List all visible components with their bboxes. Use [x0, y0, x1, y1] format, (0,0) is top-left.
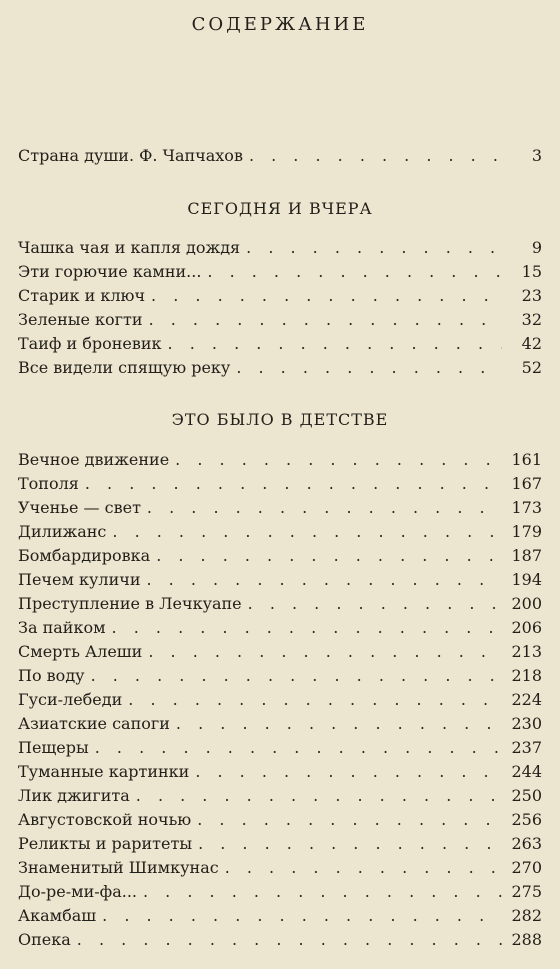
toc-entry	[18, 472, 542, 496]
toc-entry	[18, 664, 542, 688]
toc-entry-title: Дилижанс	[18, 522, 107, 541]
toc-entry	[18, 260, 542, 284]
dot-leader	[225, 856, 502, 880]
toc-entry-title: Все видели спящую реку	[18, 358, 231, 377]
toc-entry-page: 288	[511, 930, 542, 949]
dot-leader	[85, 472, 502, 496]
toc-entry-page: 275	[511, 882, 542, 901]
toc-entry-title: Знаменитый Шимкунас	[18, 858, 219, 877]
toc-entry	[18, 760, 542, 784]
toc-entry-page: 15	[521, 262, 542, 281]
toc-entry-title: Смерть Алеши	[18, 642, 143, 661]
dot-leader	[168, 332, 502, 356]
section-heading: СЕГОДНЯ И ВЧЕРА	[187, 199, 373, 218]
toc-entry-page: 194	[511, 570, 542, 589]
toc-entry-page: 270	[511, 858, 542, 877]
toc-entry-title: Акамбаш	[18, 906, 97, 925]
toc-entry-title: Печем куличи	[18, 570, 141, 589]
dot-leader	[112, 520, 502, 544]
toc-entry	[18, 808, 542, 832]
toc-entry	[18, 688, 542, 712]
toc-entry	[18, 616, 542, 640]
toc-entry-title: Старик и ключ	[18, 286, 146, 305]
toc-entry	[18, 496, 542, 520]
toc-entry-title: Пещеры	[18, 738, 89, 757]
toc-entry	[18, 284, 542, 308]
dot-leader	[102, 904, 502, 928]
toc-entry-title: Зеленые когти	[18, 310, 143, 329]
toc-entry	[18, 544, 542, 568]
dot-leader	[198, 832, 502, 856]
toc-entry	[18, 784, 542, 808]
dot-leader	[91, 664, 502, 688]
toc-entry	[18, 856, 542, 880]
toc-entry-title: Вечное движение	[18, 450, 170, 469]
toc-entry-title: Преступление в Лечкуапе	[18, 594, 242, 613]
toc-entry-title: Опека	[18, 930, 71, 949]
toc-entry-page: 173	[511, 498, 542, 517]
toc-entry-title: Таиф и броневик	[18, 334, 162, 353]
toc-entry-title: Страна души. Ф. Чапчахов	[18, 146, 243, 165]
toc-entry	[18, 332, 542, 356]
toc-entry-page: 282	[511, 906, 542, 925]
dot-leader	[207, 260, 502, 284]
toc-entry	[18, 592, 542, 616]
toc-entry-page: 167	[511, 474, 542, 493]
toc-entry-title: Гуси-лебеди	[18, 690, 123, 709]
toc-entry	[18, 880, 542, 904]
toc-entry-title: Туманные картинки	[18, 762, 190, 781]
toc-entry	[18, 448, 542, 472]
toc-entry	[18, 640, 542, 664]
toc-entry-page: 161	[511, 450, 542, 469]
toc-entry-page: 213	[511, 642, 542, 661]
toc-entry	[18, 928, 542, 952]
toc-entry-page: 32	[521, 310, 542, 329]
toc-entry-page: 244	[511, 762, 542, 781]
dot-leader	[143, 880, 502, 904]
toc-entry-page: 179	[511, 522, 542, 541]
toc-entry-page: 224	[511, 690, 542, 709]
dot-leader	[246, 236, 502, 260]
toc-entry	[18, 356, 542, 380]
toc-entry-page: 250	[511, 786, 542, 805]
dot-leader	[95, 736, 502, 760]
dot-leader	[197, 808, 502, 832]
toc-entry-page: 23	[521, 286, 542, 305]
dot-leader	[77, 928, 502, 952]
dot-leader	[156, 544, 502, 568]
toc-entry-title: Ученье — свет	[18, 498, 141, 517]
toc-entry-title: Реликты и раритеты	[18, 834, 193, 853]
toc-entry-title: Тополя	[18, 474, 79, 493]
toc-entry-title: Азиатские сапоги	[18, 714, 170, 733]
dot-leader	[175, 448, 502, 472]
dot-leader	[236, 356, 502, 380]
toc-entry-title: До-ре-ми-фа...	[18, 882, 137, 901]
toc-entry	[18, 236, 542, 260]
section-heading: ЭТО БЫЛО В ДЕТСТВЕ	[171, 410, 389, 429]
toc-entry-page: 218	[511, 666, 542, 685]
toc-entry-page: 52	[521, 358, 542, 377]
toc-entry	[18, 308, 542, 332]
dot-leader	[248, 592, 502, 616]
toc-entry-title: Лик джигита	[18, 786, 130, 805]
toc-entry-page: 9	[531, 238, 542, 257]
toc-entry-page: 42	[521, 334, 542, 353]
toc-entry-title: Эти горючие камни...	[18, 262, 202, 281]
dot-leader	[151, 284, 502, 308]
toc-entry-title: За пайком	[18, 618, 106, 637]
toc-entry	[18, 712, 542, 736]
toc-entry-page: 230	[511, 714, 542, 733]
dot-leader	[136, 784, 502, 808]
dot-leader	[249, 144, 502, 168]
dot-leader	[147, 496, 502, 520]
toc-entry-intro	[18, 144, 542, 168]
page-title: СОДЕРЖАНИЕ	[191, 14, 369, 35]
dot-leader	[112, 616, 502, 640]
toc-entry-title: Августовской ночью	[18, 810, 192, 829]
dot-leader	[146, 568, 502, 592]
toc-entry	[18, 832, 542, 856]
toc-entry-page: 206	[511, 618, 542, 637]
toc-entry-title: По воду	[18, 666, 85, 685]
dot-leader	[195, 760, 502, 784]
toc-entry	[18, 568, 542, 592]
toc-entry-page: 200	[511, 594, 542, 613]
toc-entry-page: 187	[511, 546, 542, 565]
toc-entry-page: 237	[511, 738, 542, 757]
toc-entry	[18, 736, 542, 760]
dot-leader	[149, 308, 502, 332]
dot-leader	[176, 712, 502, 736]
toc-entry-title: Чашка чая и капля дождя	[18, 238, 241, 257]
toc-entry	[18, 904, 542, 928]
dot-leader	[128, 688, 502, 712]
toc-entry-title: Бомбардировка	[18, 546, 151, 565]
toc-entry	[18, 520, 542, 544]
toc-entry-page: 263	[511, 834, 542, 853]
toc-entry-page: 3	[531, 146, 542, 165]
toc-entry-page: 256	[511, 810, 542, 829]
dot-leader	[148, 640, 502, 664]
